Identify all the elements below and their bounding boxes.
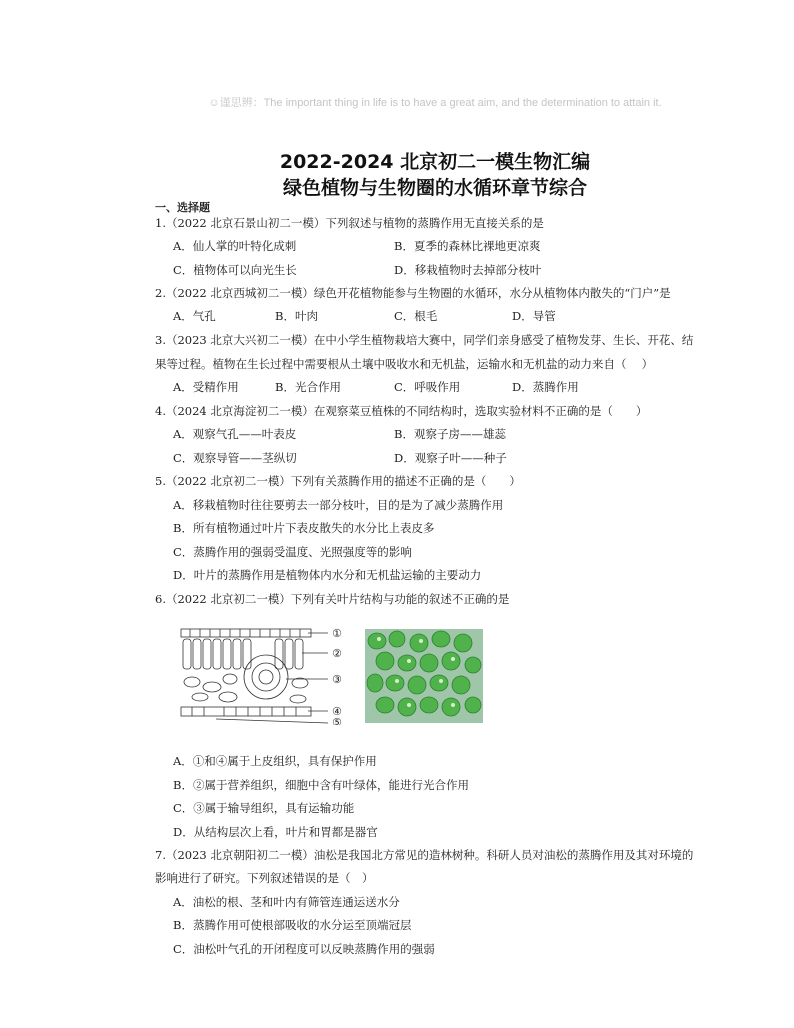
q1-option-b: B．夏季的森林比裸地更凉爽 bbox=[394, 239, 541, 253]
q2-option-b: B．叶肉 bbox=[275, 309, 318, 323]
q6-option-a: A．①和④属于上皮组织，具有保护作用 bbox=[173, 754, 377, 768]
header-quote: ☺谨思辨：The important thing in life is to have a great aim, and the determination to attain it. bbox=[208, 97, 662, 109]
q1-option-c: C．植物体可以向光生长 bbox=[173, 263, 297, 277]
chloroplast-cells-photo bbox=[365, 629, 483, 723]
q4-option-b: B．观察子房——雄蕊 bbox=[394, 427, 506, 441]
q5-option-a: A．移栽植物时往往要剪去一部分枝叶，目的是为了减少蒸腾作用 bbox=[173, 498, 504, 512]
q5-option-b: B．所有植物通过叶片下表皮散失的水分比上表皮多 bbox=[173, 521, 435, 535]
palisade-layer bbox=[183, 639, 303, 669]
q7-option-c: C．油松叶气孔的开闭程度可以反映蒸腾作用的强弱 bbox=[173, 942, 435, 956]
question-4-stem: 4.（2024 北京海淀初二一模）在观察菜豆植株的不同结构时，选取实验材料不正确的是（ ） bbox=[155, 404, 648, 418]
question-2-stem: 2.（2022 北京西城初二一模）绿色开花植物能参与生物圈的水循环，水分从植物体内散失的“门户”是 bbox=[155, 286, 671, 300]
q3-option-d: D．蒸腾作用 bbox=[512, 380, 579, 394]
label-3: ③ bbox=[332, 673, 342, 686]
spongy-layer bbox=[184, 674, 308, 703]
q3-option-c: C．呼吸作用 bbox=[394, 380, 461, 394]
q3-option-b: B．光合作用 bbox=[275, 380, 341, 394]
label-2: ② bbox=[332, 647, 342, 660]
question-6-stem: 6.（2022 北京初二一模）下列有关叶片结构与功能的叙述不正确的是 bbox=[155, 592, 510, 606]
q3-option-a: A．受精作用 bbox=[173, 380, 239, 394]
q1-option-a: A．仙人掌的叶特化成刺 bbox=[173, 239, 297, 253]
q2-option-d: D．导管 bbox=[512, 309, 556, 323]
q7-option-b: B．蒸腾作用可使根部吸收的水分运至顶端冠层 bbox=[173, 918, 412, 932]
lower-epidermis bbox=[181, 707, 311, 716]
label-4: ④ bbox=[332, 705, 342, 718]
q2-option-a: A．气孔 bbox=[173, 309, 216, 323]
question-5-stem: 5.（2022 北京初二一模）下列有关蒸腾作用的描述不正确的是（ ） bbox=[155, 474, 521, 488]
question-1-stem: 1.（2022 北京石景山初二一模）下列叙述与植物的蒸腾作用无直接关系的是 bbox=[155, 216, 544, 230]
label-5: ⑤ bbox=[332, 716, 342, 725]
q1-option-d: D．移栽植物时去掉部分枝叶 bbox=[394, 263, 542, 277]
question-3-stem: 3.（2023 北京大兴初二一模）在中小学生植物栽培大赛中，同学们亲身感受了植物发芽、生长、开花、结 bbox=[155, 333, 694, 347]
leaf-vein bbox=[244, 655, 288, 699]
upper-epidermis bbox=[181, 629, 311, 637]
q2-option-c: C．根毛 bbox=[394, 309, 438, 323]
page-title: 2022-2024 北京初二一模生物汇编 bbox=[279, 151, 591, 173]
question-7-stem-cont: 影响进行了研究。下列叙述错误的是（ ） bbox=[155, 871, 374, 885]
q7-option-a: A．油松的根、茎和叶内有筛管连通运送水分 bbox=[173, 895, 400, 909]
page-subtitle: 绿色植物与生物圈的水循环章节综合 bbox=[282, 177, 587, 199]
q6-option-d: D．从结构层次上看，叶片和胃都是器官 bbox=[173, 825, 378, 839]
leaf-cross-section-diagram bbox=[180, 627, 348, 725]
section-heading: 一、选择题 bbox=[155, 201, 210, 214]
q5-option-c: C．蒸腾作用的强弱受温度、光照强度等的影响 bbox=[173, 545, 412, 559]
q6-option-b: B．②属于营养组织，细胞中含有叶绿体，能进行光合作用 bbox=[173, 778, 469, 792]
q4-option-d: D．观察子叶——种子 bbox=[394, 451, 507, 465]
q6-option-c: C．③属于输导组织，具有运输功能 bbox=[173, 801, 355, 815]
question-3-stem-cont: 果等过程。植物在生长过程中需要根从土壤中吸收水和无机盐，运输水和无机盐的动力来自（ ） bbox=[155, 357, 654, 371]
label-1: ① bbox=[332, 627, 342, 640]
question-7-stem: 7.（2023 北京朝阳初二一模）油松是我国北方常见的造林树种。科研人员对油松的蒸腾作用及其对环境的 bbox=[155, 848, 694, 862]
q4-option-a: A．观察气孔——叶表皮 bbox=[173, 427, 297, 441]
q5-option-d: D．叶片的蒸腾作用是植物体内水分和无机盐运输的主要动力 bbox=[173, 568, 482, 582]
q4-option-c: C．观察导管——茎纵切 bbox=[173, 451, 297, 465]
